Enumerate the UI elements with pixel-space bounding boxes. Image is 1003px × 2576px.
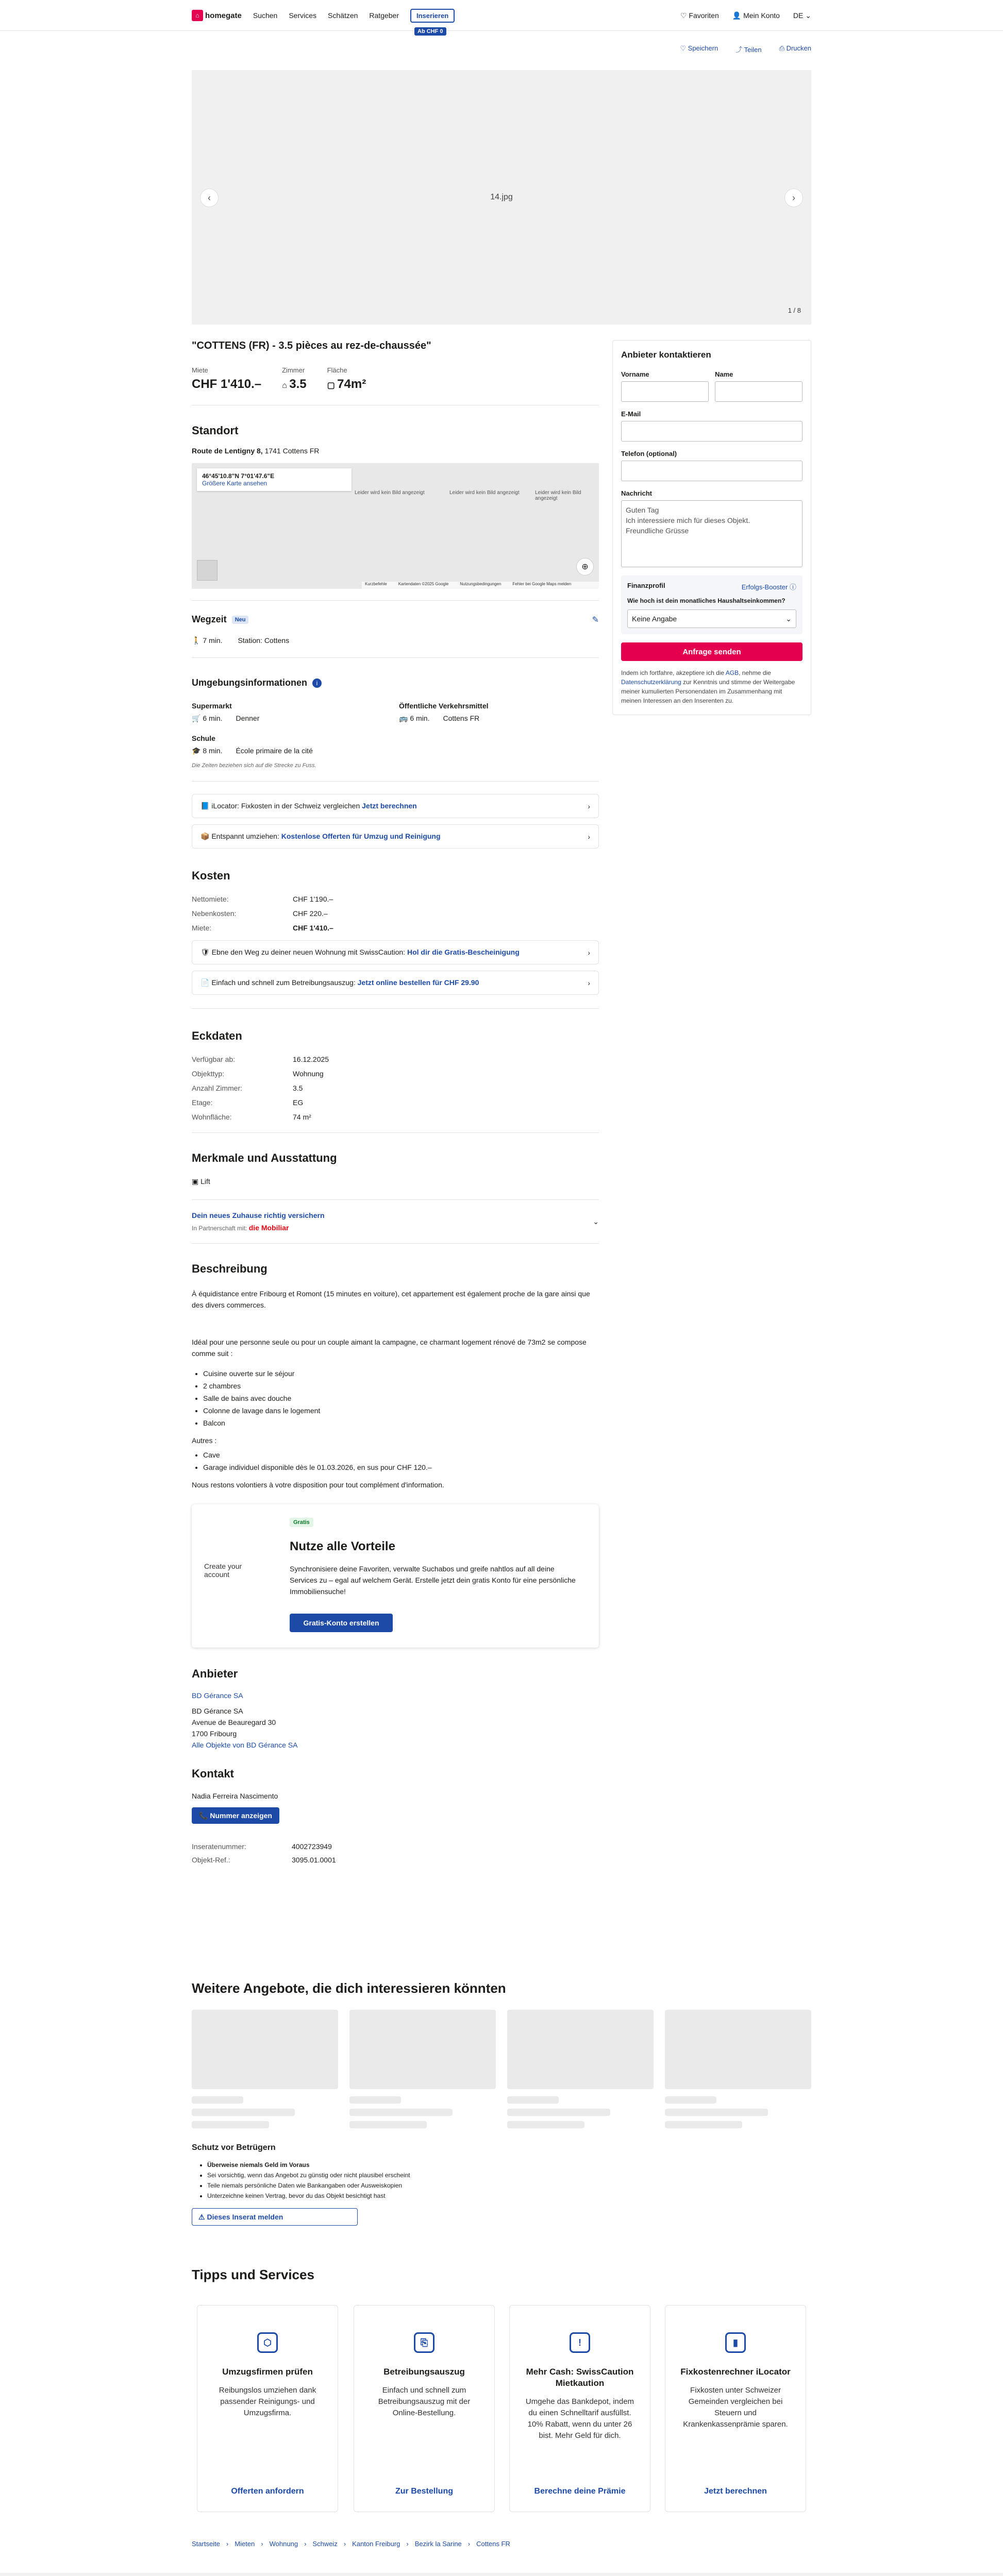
income-select[interactable]: Keine Angabe ⌄ [627,609,796,628]
report-listing-button[interactable]: ⚠ Dieses Inserat melden [192,2208,358,2226]
bus-icon: 🚌 [399,714,410,722]
account-link[interactable]: 👤 Mein Konto [732,11,780,20]
map-icon: 📘 [200,802,212,810]
gratis-badge: Gratis [290,1518,313,1527]
lastname-field[interactable] [715,381,803,402]
chevron-right-icon: › [261,2540,263,2548]
account-promo-title: Nutze alle Vorteile [290,1539,395,1553]
contact-person: Nadia Ferreira Nascimento [192,1792,278,1800]
fact-row: Anzahl Zimmer: 3.5 [192,1084,303,1092]
breadcrumb [192,2540,510,2548]
fact-row: Objekttyp: Wohnung [192,1070,324,1078]
chevron-left-icon: ‹ [208,192,211,203]
cost-row: Miete: CHF 1'410.– [192,924,333,932]
ilocator-promo[interactable]: 📘 iLocator: Fixkosten in der Schweiz vergleichen Jetzt berechnen › [192,794,599,818]
print-button[interactable]: ⎙ Drucken [779,44,811,52]
warning-icon: ⚠ [198,2212,207,2221]
area-icon: ▢ [327,381,338,390]
finance-profile: Finanzprofil Erfolgs-Booster ⓘ Wie hoch ist dein monatliches Haushaltseinkommen? Keine Angabe ⌄ [621,575,803,634]
description-heading: Beschreibung [192,1262,268,1275]
listing-main: "COTTENS (FR) - 3.5 pièces au rez-de-chaussée" Miete CHF 1'410.– Zimmer ⌂ 3.5 Fläche ▢ 74m² Standort Route de Lentigny 8, 1741 Cottens FR 46°45'10.8"N 7°01'47.6"E Größere Karte ansehen Leider wird kein Bild angezeigt Leider wird kein Bild angezeigt Leider wird kein Bild angezeigt ⊕ Kurzbefehle Kartendaten ©2025 Google Nutzungsbedingungen Fehler bei Google Maps melden Wegzeit Neu ✎ 🚶 7 min. Station: Cottens Umgebungsinformationen i Supermarkt 🛒 6 min. Denner Öffentliche Verkehrsmittel 🚌 6 min. Cottens FR Schule 🎓 8 min. École primaire de la cité Die Zeiten beziehen sich auf die Strecke zu Fuss. 📘 iLocator: Fixkosten in der Schweiz vergleichen Jetzt berechnen › 📦 Entspannt umziehen: Kostenlose Offerten für Umzug und Reinigung › Kosten Nettomiete: CHF 1'190.– Nebenkosten: CHF 220.– Miete: CHF 1'410.– 🛡 Ebne den Weg zu deiner neuen Wohnung mit SwissCaution: Hol dir die Gratis-Bescheinigung › 📄 Einfach und schnell zum Betreibungsauszug: Jetzt online bestellen für CHF 29.90 › Eckdaten Verfügbar ab: 16.12.2025 Objekttyp: Wohnung Anzahl Zimmer: 3.5 Etage: EG Wohnfläche: 74 m² Merkmale und Ausstattung ▣ Lift Dein neues Zuhause richtig versichern In Partnerschaft mit: die Mobiliar ⌄ Beschreibung À équidistance entre Fribourg et Romont (15 minutes en voiture), cet appartement est également proche de la gare ainsi que des divers commerces. Idéal pour une personne seule ou pour un couple aimant la campagne, ce charmant logement rénové de 73m2 se compose comme suit : • Cuisine ouverte sur le séjour • 2 chambres • Salle de bains avec douche • Colonne de lavage dans le logement • Balcon Autres : • Cave • Garage individuel disponible dès le 01.03.2026, en sus pour CHF 120.– Nous restons volontiers à votre disposition pour tout complément d'information. Create your account Gratis Nutze alle Vorteile Synchronisiere deine Favoriten, verwalte Suchabos und greife nahtlos auf all deine Services zu – egal auf welchem Gerät. Erstelle jetzt dein gratis Konto für eine persönliche Immobiliensuche! Gratis-Konto erstellen Anbieter BD Gérance SA BD Gérance SA Avenue de Beauregard 30 1700 Fribourg Alle Objekte von BD Gérance SA Kontakt Nadia Ferreira Nascimento 📞 Nummer anzeigen Inseratenummer: 4002723949 Objekt-Ref.: 3095.01.0001 [192,340,599,1870]
email-field[interactable] [621,421,803,442]
location-heading: Standort [192,424,239,437]
chevron-right-icon: › [792,192,795,203]
chevron-right-icon: › [304,2540,307,2548]
cart-icon: 🛒 [192,714,203,722]
insurance-section[interactable]: Dein neues Zuhause richtig versichern In Partnerschaft mit: die Mobiliar ⌄ [192,1211,599,1232]
insert-button[interactable]: Inserieren Ab CHF 0 [410,9,455,23]
heart-icon: ♡ [680,44,688,52]
breadcrumb-item[interactable]: Kanton Freiburg [352,2540,400,2548]
larger-map-link[interactable]: Größere Karte ansehen [202,480,268,487]
heart-icon: ♡ [680,11,689,20]
nav-schaetzen[interactable]: Schätzen [328,11,358,20]
listing-title: "COTTENS (FR) - 3.5 pièces au rez-de-chaussée" [192,340,431,351]
rooms-block: Zimmer ⌂ 3.5 [282,366,307,391]
provider-heading: Anbieter [192,1667,238,1680]
ad-number: 4002723949 [292,1842,332,1851]
nav-services[interactable]: Services [289,11,317,20]
offer-card-skeleton [665,2010,811,2128]
message-field[interactable]: Guten Tag Ich interessiere mich für dieses Objekt. Freundliche Grüsse [621,500,803,567]
phone-icon: 📞 [199,1811,210,1820]
school-icon: 🎓 [192,747,203,755]
save-button[interactable]: ♡ Speichern [680,44,718,52]
rent-value: CHF 1'410.– [192,377,262,391]
listing-actions [192,44,811,54]
tip-link[interactable]: Jetzt berechnen [704,2487,767,2496]
gallery-prev-button[interactable] [200,189,219,207]
site-footer [0,2573,1003,2576]
provider-block: BD Gérance SA BD Gérance SA Avenue de Beauregard 30 1700 Fribourg Alle Objekte von BD Gérance SA [192,1690,599,1751]
contact-form-heading: Anbieter kontaktieren [621,350,711,360]
map[interactable]: 46°45'10.8"N 7°01'47.6"E Größere Karte ansehen Leider wird kein Bild angezeigt Leider wird kein Bild angezeigt Leider wird kein Bild angezeigt ⊕ Kurzbefehle Kartendaten ©2025 Google Nutzungsbedingungen Fehler bei Google Maps melden [192,463,599,589]
show-number-button[interactable]: 📞 Nummer anzeigen [192,1807,279,1824]
map-icon: ▮ [725,2332,746,2353]
map-report-link[interactable]: Fehler bei Google Maps melden [512,582,572,586]
features-heading: Merkmale und Ausstattung [192,1151,337,1164]
box-icon: 📦 [200,832,212,840]
create-account-button[interactable]: Gratis-Konto erstellen [290,1614,393,1632]
breadcrumb-item[interactable]: Mieten [235,2540,255,2548]
chevron-right-icon: › [226,2540,229,2548]
insert-price-badge: Ab CHF 0 [414,27,446,36]
chevron-down-icon: ⌄ [593,1217,599,1226]
offer-card-skeleton [192,2010,338,2128]
tip-link[interactable]: Offerten anfordern [231,2487,304,2496]
account-promo-box: Create your account Gratis Nutze alle Vorteile Synchronisiere deine Favoriten, verwalte Suchabos und greife nahtlos auf all deine Services zu – egal auf welchem Gerät. Erstelle jetzt dein gratis Konto für eine persönliche Immobiliensuche! Gratis-Konto erstellen [192,1504,599,1648]
object-ref: 3095.01.0001 [292,1856,336,1864]
offer-card-skeleton [349,2010,496,2128]
printer-icon: ⎙ [779,44,787,52]
gallery-counter: 1 / 8 [788,307,801,314]
tips-section: Tipps und Services ⬡ Umzugsfirmen prüfen Reibungslos umziehen dank passender Reinigungs- und Umzugsfirma. Offerten anfordern ⎘ Betreibungsauszug Einfach und schnell zum Betreibungsauszug mit der Online-Bestellung. Zur Bestellung ! Mehr Cash: SwissCaution Mietkaution Umgehe das Bankdepot, indem du einen Schnelltarif ausfüllst. 10% Rabatt, wenn du unter 26 bist. Mehr Geld für dich. Berechne deine Prämie ▮ Fixkostenrechner iLocator Fixkosten unter Schweizer Gemeinden vergleichen bei Steuern und Krankenkassenprämie sparen. Jetzt berechnen [192,2267,811,2524]
new-badge: Neu [232,616,249,624]
share-icon: ⤴ [735,46,744,54]
user-icon: 👤 [732,11,744,20]
shield-icon: 🛡 [200,948,212,956]
moving-promo[interactable]: 📦 Entspannt umziehen: Kostenlose Offerten für Umzug und Reinigung › [192,824,599,849]
account-illustration: Create your account [204,1562,242,1579]
agb-link[interactable]: AGB [725,669,739,676]
fact-row: Verfügbar ab: 16.12.2025 [192,1055,329,1063]
site-header [0,0,1003,35]
nav-suchen[interactable]: Suchen [253,11,278,20]
document-icon: 📄 [200,978,212,987]
share-button[interactable]: ⤴ Teilen [735,46,762,54]
info-icon: ⓘ [789,583,796,591]
tip-card: ⬡ Umzugsfirmen prüfen Reibungslos umziehen dank passender Reinigungs- und Umzugsfirma. Offerten anfordern [197,2305,338,2512]
privacy-link[interactable]: Datenschutzerklärung [621,679,681,686]
tip-card: ⎘ Betreibungsauszug Einfach und schnell zum Betreibungsauszug mit der Online-Bestellung. Zur Bestellung [354,2305,495,2512]
language-select[interactable]: DE ⌄ [793,11,811,20]
image-gallery[interactable] [192,70,811,325]
chevron-right-icon: › [406,2540,409,2548]
chevron-right-icon: › [588,802,590,810]
breadcrumb-item[interactable]: Wohnung [269,2540,298,2548]
crosshair-icon: ⊕ [581,563,589,571]
send-request-button[interactable]: Anfrage senden [621,642,803,661]
provider-link[interactable]: BD Gérance SA [192,1691,243,1700]
firstname-field[interactable] [621,381,709,402]
debt-extract-promo[interactable]: 📄 Einfach und schnell zum Betreibungsauszug: Jetzt online bestellen für CHF 29.90 › [192,971,599,995]
gallery-image-filename: 14.jpg [490,193,513,201]
success-booster-link[interactable]: Erfolgs-Booster ⓘ [741,583,796,591]
chevron-right-icon: › [343,2540,346,2548]
breadcrumb-item[interactable]: Schweiz [312,2540,338,2548]
chevron-right-icon: › [467,2540,471,2548]
info-icon[interactable]: i [312,679,322,688]
homegate-logo-icon: ⌂ [192,10,203,21]
map-shortcuts-link[interactable]: Kurzbefehle [365,582,387,586]
rooms-value: 3.5 [289,377,307,391]
fact-row: Wohnfläche: 74 m² [192,1113,311,1121]
rent-block: Miete CHF 1'410.– [192,366,262,391]
tip-link[interactable]: Berechne deine Prämie [534,2487,626,2496]
all-provider-objects-link[interactable]: Alle Objekte von BD Gérance SA [192,1741,298,1749]
address: Route de Lentigny 8, 1741 Cottens FR [192,447,320,455]
chevron-down-icon: ⌄ [785,614,792,623]
homegate-logo[interactable]: ⌂ homegate [192,10,242,21]
contact-heading: Kontakt [192,1767,234,1780]
offer-card-skeleton [507,2010,654,2128]
legal-text: Indem ich fortfahre, akzeptiere ich die AGB, nehme die Datenschutzerklärung zur Kenntnis und stimme der Weitergabe meiner kumulierten Personendaten im Zusammenhang mit meinen Interessen an den Inserenten zu. [621,669,795,704]
more-offers-list [192,2010,811,2128]
map-recenter-button[interactable] [576,558,594,575]
breadcrumb-item[interactable]: Cottens FR [476,2540,510,2548]
chevron-right-icon: › [588,948,590,957]
fraud-section: Schutz vor Betrügern • Überweise niemals Geld im Voraus • Sei vorsichtig, wenn das Angebot zu günstig oder nicht plausibel erscheint • Teile niemals persönliche Daten wie Bankangaben oder Ausweiskopien • Unterzeichne keinen Vertrag, bevor du das Objekt besichtigt hast ⚠ Dieses Inserat melden [192,2143,604,2226]
shield-icon: ! [570,2332,590,2353]
route-section [192,614,599,625]
map-info-card: 46°45'10.8"N 7°01'47.6"E Größere Karte ansehen [197,468,352,491]
map-terms-link[interactable]: Nutzungsbedingungen [460,582,501,586]
route-heading: Wegzeit [192,614,227,624]
cost-row: Nebenkosten: CHF 220.– [192,909,328,918]
surroundings-heading: Umgebungsinformationen [192,677,307,688]
area-value: 74m² [337,377,366,391]
swisscaution-promo[interactable]: 🛡 Ebne den Weg zu deiner neuen Wohnung mit SwissCaution: Hol dir die Gratis-Bescheinigung › [192,940,599,964]
mobiliar-logo: die Mobiliar [248,1224,289,1232]
more-offers-heading: Weitere Angebote, die dich interessieren könnten [192,1980,506,1996]
box-icon: ⬡ [257,2332,278,2353]
edit-route-icon[interactable]: ✎ [592,615,599,624]
map-streetview-icon[interactable] [197,560,218,581]
chevron-right-icon: › [588,832,590,841]
tip-card: ▮ Fixkostenrechner iLocator Fixkosten unter Schweizer Gemeinden vergleichen bei Steuern und Krankenkassenprämie sparen. Jetzt berechnen [665,2305,806,2512]
chevron-down-icon: ⌄ [805,11,811,20]
walk-icon: 🚶 [192,636,203,645]
cost-row: Nettomiete: CHF 1'190.– [192,895,333,903]
favorites-link[interactable]: ♡ Favoriten [680,11,719,20]
breadcrumb-item[interactable]: Startseite [192,2540,220,2548]
phone-field[interactable] [621,461,803,481]
gallery-next-button[interactable] [784,189,803,207]
feature-item: ▣ Lift [192,1177,210,1185]
area-block: Fläche ▢ 74m² [327,366,366,391]
facts-heading: Eckdaten [192,1029,242,1042]
contact-form: Anbieter kontaktieren Vorname Name E-Mail Telefon (optional) Nachricht Guten Tag Ich interessiere mich für dieses Objekt. Freundliche Grüsse Finanzprofil Erfolgs-Booster ⓘ Wie hoch ist dein monatliches Haushaltseinkommen? Keine Angabe ⌄ Anfrage senden Indem ich fortfahre, akzeptiere ich die AGB, nehme die Datenschutzerklärung zur Kenntnis und stimme der Weitergabe meiner kumulierten Personendaten im Zusammenhang mit meinen Interessen an den Inserenten zu. [612,340,811,715]
rooms-icon: ⌂ [282,381,290,390]
nav-ratgeber[interactable]: Ratgeber [369,11,399,20]
costs-heading: Kosten [192,869,230,882]
document-icon: ⎘ [414,2332,434,2353]
map-data-credit: Kartendaten ©2025 Google [398,582,449,586]
tip-link[interactable]: Zur Bestellung [395,2487,453,2496]
breadcrumb-item[interactable]: Bezirk la Sarine [414,2540,462,2548]
tip-card: ! Mehr Cash: SwissCaution Mietkaution Umgehe das Bankdepot, indem du einen Schnelltarif ausfüllst. 10% Rabatt, wenn du unter 26 bist. Mehr Geld für dich. Berechne deine Prämie [509,2305,650,2512]
elevator-icon: ▣ [192,1177,201,1185]
chevron-right-icon: › [588,978,590,987]
fact-row: Etage: EG [192,1098,304,1107]
